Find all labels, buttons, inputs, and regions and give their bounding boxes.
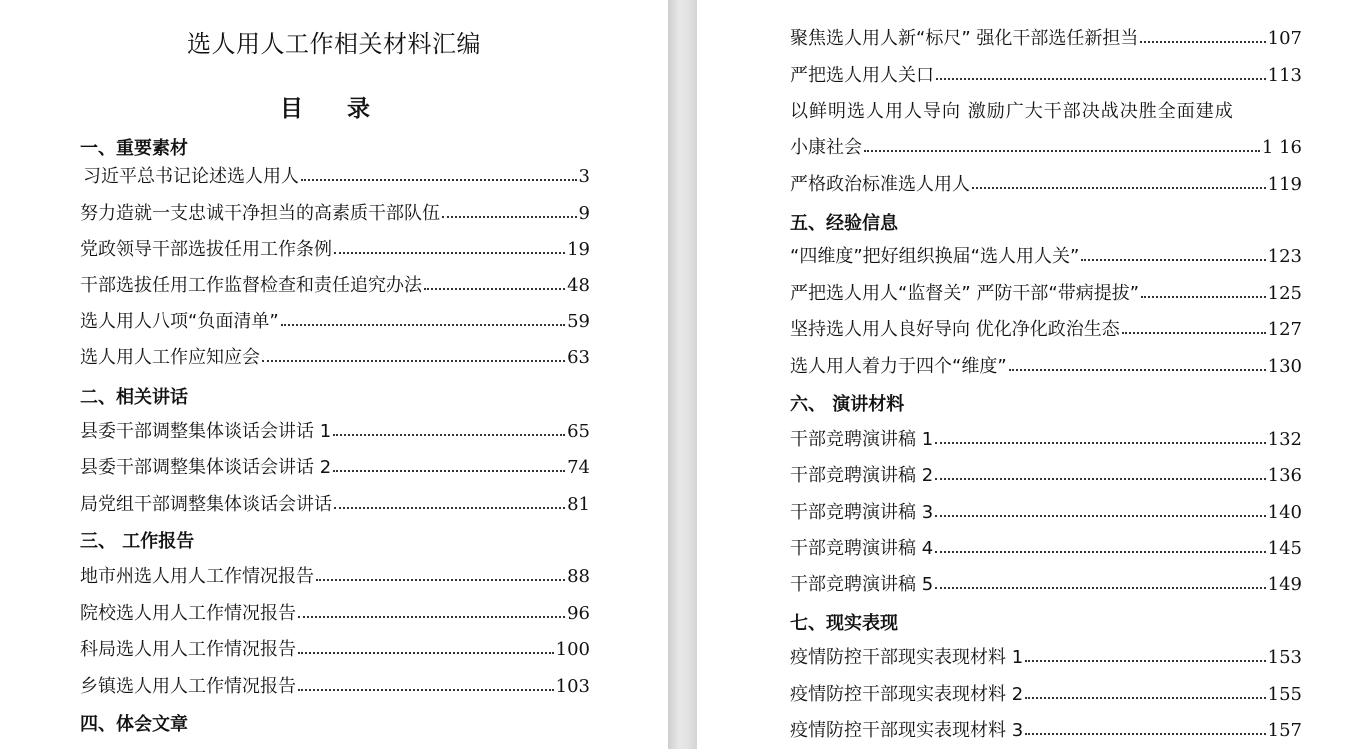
section-heading: 一、重要素材: [80, 138, 188, 159]
toc-entry-page: 132: [1267, 429, 1302, 450]
toc-entry-page: 155: [1267, 684, 1302, 705]
toc-entry[interactable]: [790, 570, 1302, 596]
toc-entry-page: 145: [1267, 538, 1302, 559]
toc-entry[interactable]: [80, 635, 590, 661]
toc-entry-title: 选人用人工作应知应会: [80, 347, 260, 368]
toc-entry-title: 坚持选人用人良好导向 优化净化政治生态: [790, 319, 1120, 340]
toc-entry-title: 干部竞聘演讲稿 5: [790, 574, 934, 595]
toc-entry-page: 3: [578, 166, 590, 187]
toc-entry-page: 136: [1267, 465, 1302, 486]
toc-entry-title: 干部竞聘演讲稿 3: [790, 502, 934, 523]
toc-entry-page: 63: [567, 347, 590, 368]
toc-entry[interactable]: [80, 271, 590, 297]
toc-entry-page: 88: [567, 566, 590, 587]
toc-entry-title: 地市州选人用人工作情况报告: [80, 566, 314, 587]
leader-dots: [936, 77, 1266, 80]
page-gutter: [668, 0, 697, 749]
toc-entry-page: 107: [1267, 28, 1302, 49]
leader-dots: [972, 186, 1266, 189]
toc-entry-page: 127: [1267, 319, 1302, 340]
toc-entry-title: 疫情防控干部现实表现材料 3: [790, 720, 1024, 741]
toc-entry-page: 140: [1267, 502, 1302, 523]
leader-dots: [1025, 732, 1265, 735]
section-heading: 二、相关讲话: [80, 387, 188, 408]
toc-entry-title: 严把选人用人“监督关” 严防干部“带病提拔”: [790, 283, 1140, 304]
section-heading: 七、现实表现: [790, 613, 898, 634]
toc-entry-page: 59: [567, 311, 590, 332]
toc-entry-page: 48: [567, 275, 590, 296]
toc-entry-page: 123: [1267, 246, 1302, 267]
toc-entry[interactable]: [790, 133, 1302, 159]
toc-entry[interactable]: [790, 643, 1302, 669]
toc-entry-title: 习近平总书记论述选人用人: [83, 166, 299, 187]
leader-dots: [262, 359, 565, 362]
leader-dots: [334, 506, 565, 509]
toc-entry-title: 干部竞聘演讲稿 4: [790, 538, 934, 559]
leader-dots: [316, 578, 565, 581]
toc-entry-page: 1 16: [1261, 137, 1302, 158]
toc-entry-page: 149: [1267, 574, 1302, 595]
leader-dots: [1081, 258, 1265, 261]
toc-entry-title: 干部选拔任用工作监督检查和责任追究办法: [80, 275, 422, 296]
leader-dots: [333, 469, 565, 472]
toc-entry[interactable]: [80, 162, 590, 188]
toc-entry-title: 努力造就一支忠诚干净担当的高素质干部队伍: [80, 203, 440, 224]
toc-entry-page: 96: [567, 603, 590, 624]
toc-entry-page: 113: [1267, 65, 1302, 86]
toc-entry-page: 130: [1267, 356, 1302, 377]
document-title: 选人用人工作相关材料汇编: [187, 30, 481, 58]
toc-entry-page: 157: [1267, 720, 1302, 741]
toc-entry[interactable]: [80, 453, 590, 479]
toc-entry[interactable]: [790, 352, 1302, 378]
toc-entry-title: 科局选人用人工作情况报告: [80, 639, 296, 660]
section-heading: 六、 演讲材料: [790, 394, 905, 415]
section-heading: 五、经验信息: [790, 213, 898, 234]
toc-entry-title: 党政领导干部选拔任用工作条例: [80, 239, 332, 260]
toc-entry-page: 9: [578, 203, 590, 224]
leader-dots: [1025, 696, 1265, 699]
toc-entry[interactable]: [790, 498, 1302, 524]
toc-heading: 目 录: [279, 96, 388, 122]
leader-dots: [333, 433, 565, 436]
toc-entry-title: 乡镇选人用人工作情况报告: [80, 676, 296, 697]
leader-dots: [864, 149, 1260, 152]
toc-entry-page: 74: [567, 457, 590, 478]
toc-entry-title: 选人用人八项“负面清单”: [80, 311, 279, 332]
toc-entry[interactable]: [80, 562, 590, 588]
leader-dots: [935, 550, 1265, 553]
section-heading: 三、 工作报告: [80, 531, 195, 552]
toc-entry[interactable]: [790, 242, 1302, 268]
toc-entry-page: 19: [567, 239, 590, 260]
toc-entry[interactable]: [790, 425, 1302, 451]
toc-entry[interactable]: [80, 490, 590, 516]
toc-entry-title: 严把选人用人关口: [790, 65, 934, 86]
leader-dots: [442, 215, 577, 218]
section-heading: 四、体会文章: [80, 714, 188, 735]
toc-entry-title: 县委干部调整集体谈话会讲话 1: [80, 421, 332, 442]
leader-dots: [1141, 295, 1266, 298]
toc-entry[interactable]: [80, 417, 590, 443]
leader-dots: [298, 615, 565, 618]
leader-dots: [301, 178, 577, 181]
toc-entry-page: 65: [567, 421, 590, 442]
toc-entry-title: 院校选人用人工作情况报告: [80, 603, 296, 624]
leader-dots: [935, 477, 1265, 480]
leader-dots: [1009, 368, 1266, 371]
toc-entry-page: 81: [567, 494, 590, 515]
toc-entry-title: 县委干部调整集体谈话会讲话 2: [80, 457, 332, 478]
toc-entry-title: 聚焦选人用人新“标尺” 强化干部选任新担当: [790, 28, 1139, 49]
toc-entry-title: 疫情防控干部现实表现材料 2: [790, 684, 1024, 705]
toc-entry[interactable]: [80, 199, 590, 225]
leader-dots: [1025, 659, 1265, 662]
toc-entry[interactable]: [80, 599, 590, 625]
leader-dots: [935, 441, 1265, 444]
toc-entry-page: 125: [1267, 283, 1302, 304]
toc-entry[interactable]: [790, 534, 1302, 560]
toc-entry-title: “四维度”把好组织换届“选人用人关”: [790, 246, 1080, 267]
toc-entry[interactable]: [790, 461, 1302, 487]
toc-entry-page: 100: [555, 639, 590, 660]
leader-dots: [281, 323, 565, 326]
toc-entry-title: 小康社会: [790, 137, 862, 158]
toc-entry[interactable]: [80, 672, 590, 698]
toc-entry[interactable]: [790, 716, 1302, 742]
toc-entry-title: 严格政治标准选人用人: [790, 174, 970, 195]
toc-entry[interactable]: [790, 24, 1302, 50]
toc-entry-title: 局党组干部调整集体谈话会讲话: [80, 494, 332, 515]
toc-entry-title-line1[interactable]: 以鲜明选人用人导向 激励广大干部决战决胜全面建成: [790, 101, 1234, 122]
toc-entry-title: 干部竞聘演讲稿 1: [790, 429, 934, 450]
toc-entry[interactable]: [790, 170, 1302, 196]
toc-entry-page: 103: [555, 676, 590, 697]
toc-entry[interactable]: [80, 307, 590, 333]
toc-entry-page: 153: [1267, 647, 1302, 668]
leader-dots: [1140, 40, 1265, 43]
toc-entry-title: 选人用人着力于四个“维度”: [790, 356, 1007, 377]
leader-dots: [935, 514, 1265, 517]
leader-dots: [334, 251, 565, 254]
toc-entry[interactable]: [80, 343, 590, 369]
toc-entry[interactable]: [80, 235, 590, 261]
leader-dots: [935, 586, 1265, 589]
toc-entry[interactable]: [790, 680, 1302, 706]
toc-entry[interactable]: [790, 61, 1302, 87]
toc-entry[interactable]: [790, 315, 1302, 341]
toc-entry-title: 疫情防控干部现实表现材料 1: [790, 647, 1024, 668]
leader-dots: [298, 688, 554, 691]
leader-dots: [424, 287, 565, 290]
leader-dots: [1122, 331, 1266, 334]
toc-entry-page: 119: [1267, 174, 1302, 195]
toc-entry-title: 干部竞聘演讲稿 2: [790, 465, 934, 486]
toc-entry[interactable]: [790, 279, 1302, 305]
leader-dots: [298, 651, 554, 654]
